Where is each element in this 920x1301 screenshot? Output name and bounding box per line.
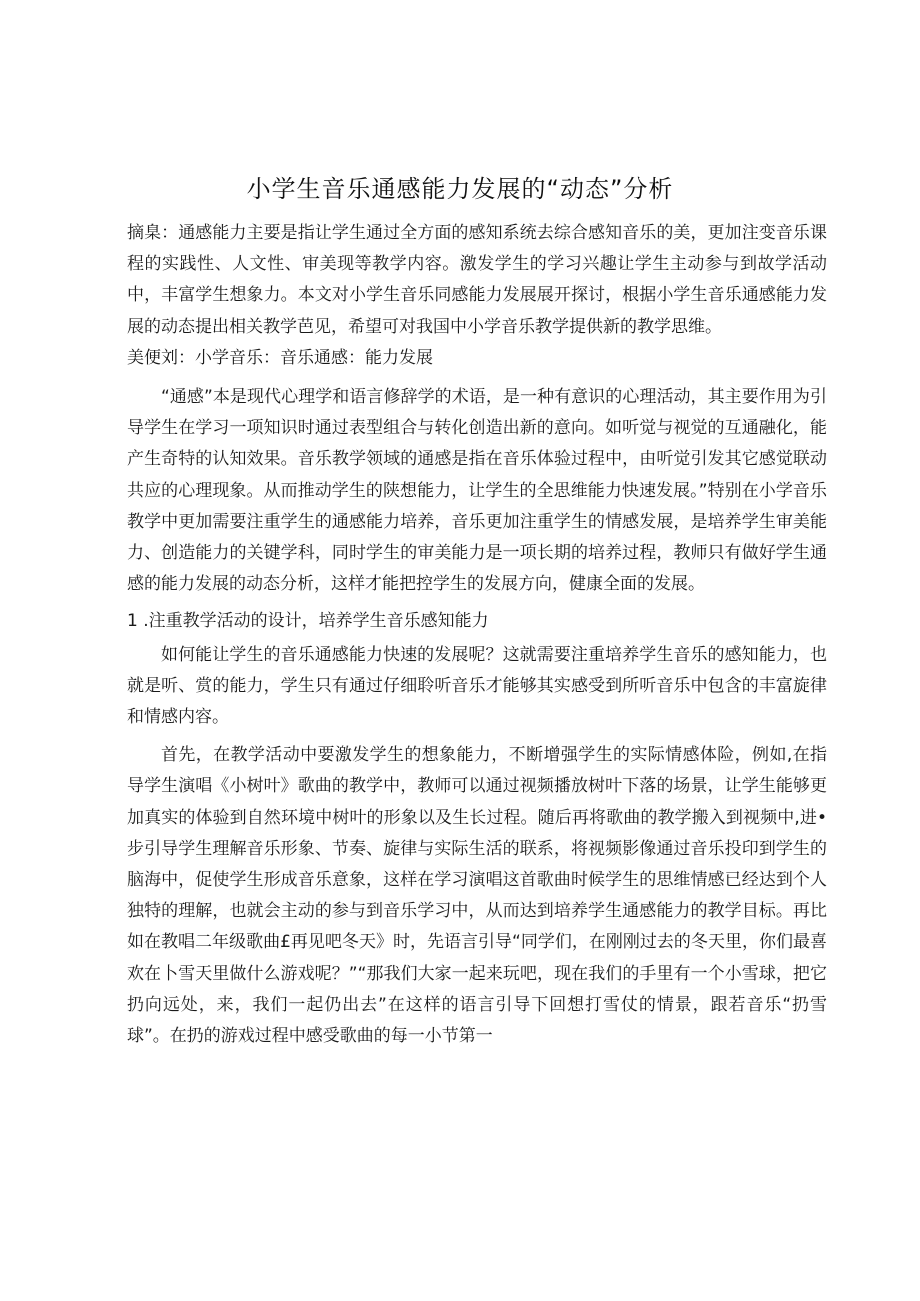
keywords-line: 美便刘：小学音乐：音乐通感：能力发展 — [127, 347, 433, 368]
abstract-paragraph: 摘臬：通感能力主要是指让学生通过全方面的感知系统去综合感知音乐的美，更加注变音乐课程的实践性、人文性、审美现等教学内容。激发学生的学习兴趣让学生主动参与到故学活动中，丰富学生想象力。本文对小学生音乐同感能力发展展开探讨，根据小学生音乐通感能力发展的动态提出相关教学芭见，希望可对我国中小学音乐教学提供新的教学思维。 — [127, 223, 827, 337]
section-paragraph: 首先，在教学活动中要激发学生的想象能力，不断增强学生的实际情感体险，例如,在指导学生演唱《小树叶》歌曲的教学中，教师可以通过视频播放树叶下落的场景，让学生能够更加真实的体验到自然环境中树叶的形象以及生长过程。随后再将歌曲的教学搬入到视频中,进•步引导学生理解音乐形象、节奏、旋律与实际生活的联系，将视频影像通过音乐投印到学生的脑海中，促使学生形成音乐意象，这样在学习演唱这首歌曲时候学生的思维情感已经达到个人独特的理解，也就会主动的参与到音乐学习中，从而达到培养学生通感能力的教学目标。再比如在教唱二年级歌曲£再见吧冬天》时，先语言引导“同学们，在刚刚过去的冬天里，你们最喜欢在卜雪天里做什么游戏呢？”“那我们大家一起来玩吧，现在我们的手里有一个小雪球，把它扔向远处，来，我们一起仍出去”在这样的语言引导下回想打雪仗的情景，跟若音乐“扔雪球”。在扔的游戏过程中感受歌曲的每一小节第一 — [127, 745, 827, 1047]
document-body — [127, 218, 827, 1052]
section-paragraph: 如何能让学生的音乐通感能力快速的发展呢？这就需要注重培养学生音乐的感知能力，也就是听、赏的能力，学生只有通过仔细聆听音乐才能够其实感受到所听音乐中包含的丰富旋律和情感内容。 — [127, 644, 827, 728]
document-title: 小学生音乐通感能力发展的“动态”分析 — [246, 175, 674, 203]
section-heading: 1 .注重教学活动的设计，培养学生音乐感知能力 — [127, 611, 489, 632]
intro-paragraph: “通感”本是现代心理学和语言修辞学的术语，是一种有意识的心理活动，其主要作用为引导学生在学习一项知识时通过表型组合与转化创造出新的意向。如听觉与视觉的互通融化，能产生奇特的认知效果。音乐教学领域的通感是指在音乐体验过程中，由听觉引发其它感觉联动共应的心理现象。从而推动学生的陕想能力，让学生的全思维能力快速发展。”特别在小学音乐教学中更加需要注重学生的通感能力培养，音乐更加注重学生的情感发展，是培养学生审美能力、创造能力的关键学科，同时学生的审美能力是一项长期的培养过程，教师只有做好学生通感的能力发展的动态分析，这样才能把控学生的发展方向，健康全面的发展。 — [127, 387, 827, 595]
